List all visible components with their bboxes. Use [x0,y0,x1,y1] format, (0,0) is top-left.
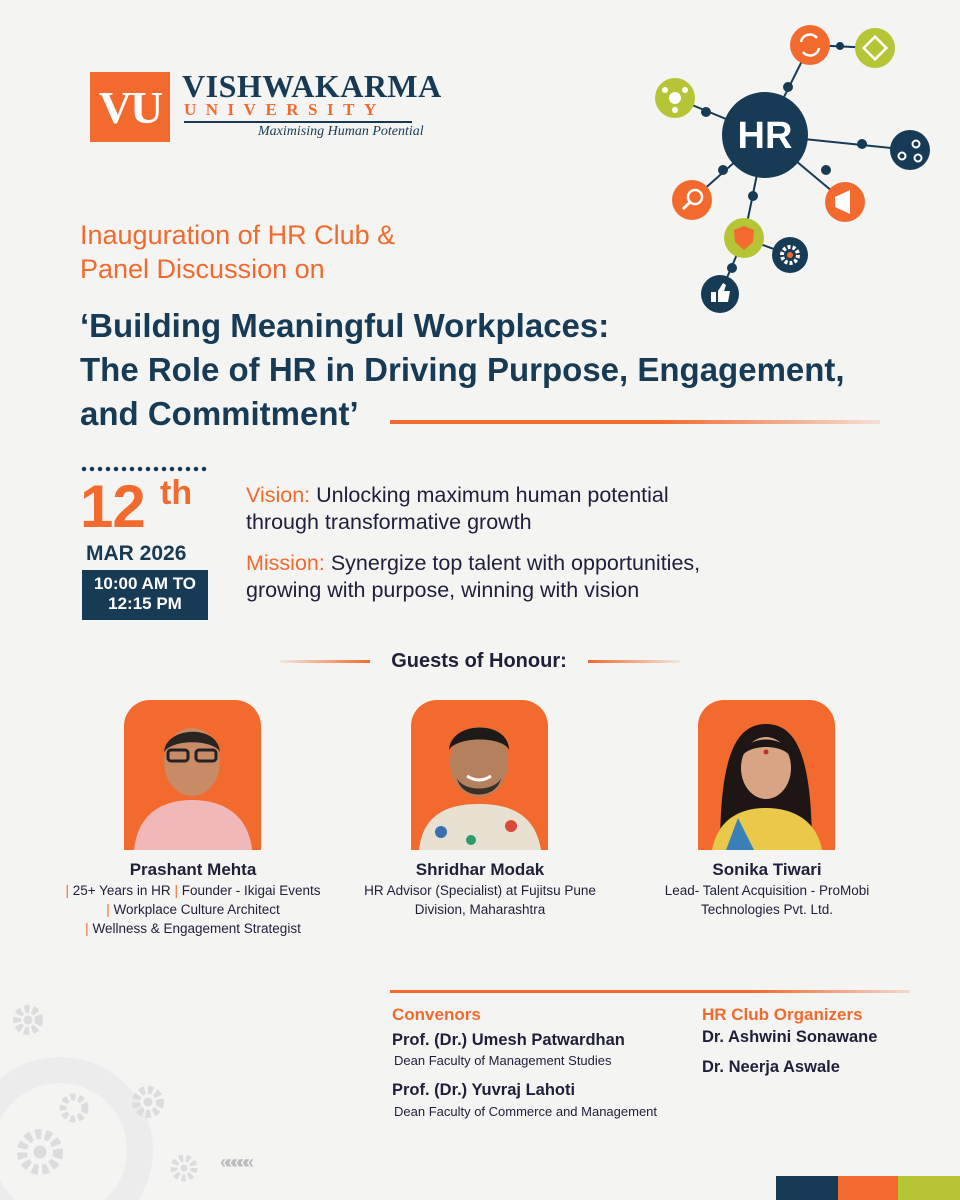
guest-photo-shridhar [411,700,548,850]
guests-rule-left [280,660,370,663]
university-logo-mark: VU [90,72,170,142]
university-subname: UNIVERSITY [184,100,386,119]
convenor-name-2: Prof. (Dr.) Yuvraj Lahoti [392,1081,576,1099]
arrows-cycle-icon [790,25,830,65]
convenor-role-1: Dean Faculty of Management Studies [394,1053,612,1068]
guest-name-shridhar: Shridhar Modak [415,860,545,879]
university-name: VISHWAKARMA [182,68,442,104]
mission-label: Mission: [246,551,325,575]
event-title: ‘Building Meaningful Workplaces: The Role of HR in Driving Purpose, Engagement, and Commitment’ [80,307,845,432]
title-underline [390,420,880,424]
university-tagline: Maximising Human Potential [258,124,424,139]
hr-center-label: HR [737,115,793,157]
network-nodes-icon [890,130,930,170]
satellite-icon [855,28,895,68]
guest-desc-sonika: Lead- Talent Acquisition - ProMobi Technologies Pvt. Ltd. [664,883,870,917]
guest-name-sonika: Sonika Tiwari [712,860,822,879]
vision-label: Vision: [246,483,311,507]
convenors-rule [390,990,910,993]
megaphone-icon [825,182,865,222]
guest-photo-sonika [698,700,835,850]
event-day-suffix: th [160,474,193,512]
footer-bar-lime [898,1176,960,1200]
guest-photo-prashant [124,700,261,850]
guests-rule-right [588,660,680,663]
event-intro: Inauguration of HR Club & Panel Discussion on [80,220,396,284]
footer-bar-orange [838,1176,898,1200]
convenor-role-2: Dean Faculty of Commerce and Management [394,1104,658,1119]
gear-icon [772,237,808,273]
guest-desc-prashant: | 25+ Years in HR | Founder - Ikigai Events | Workplace Culture Architect | Wellness & Engagement Strategist [65,883,321,936]
organizer-name-1: Dr. Ashwini Sonawane [702,1028,878,1046]
decorative-gears [0,990,220,1200]
organizers-heading: HR Club Organizers [702,1005,863,1024]
event-month-year: MAR 2026 [86,542,187,565]
footer-bar-navy [776,1176,838,1200]
mission-statement: Mission: Synergize top talent with opportunities, growing with purpose, winning with vision [246,551,701,602]
date-dotted-rule [80,466,208,472]
shield-icon [724,218,764,258]
vision-statement: Vision: Unlocking maximum human potential through transformative growth [246,483,669,534]
guests-heading: Guests of Honour: [391,650,567,672]
convenor-name-1: Prof. (Dr.) Umesh Patwardhan [392,1031,625,1049]
network-people-icon [655,78,695,118]
guest-desc-shridhar: HR Advisor (Specialist) at Fujitsu Pune Division, Maharashtra [364,883,596,917]
chevron-decoration-icon: ««««« [220,1152,251,1172]
logo-divider [184,121,412,123]
hr-network-graphic [640,20,940,320]
event-day: 12 [80,473,145,540]
organizer-name-2: Dr. Neerja Aswale [702,1058,840,1076]
search-icon [672,180,712,220]
event-time: 10:00 AM TO 12:15 PM [82,570,208,620]
guest-name-prashant: Prashant Mehta [129,860,257,879]
convenors-heading: Convenors [392,1005,481,1024]
